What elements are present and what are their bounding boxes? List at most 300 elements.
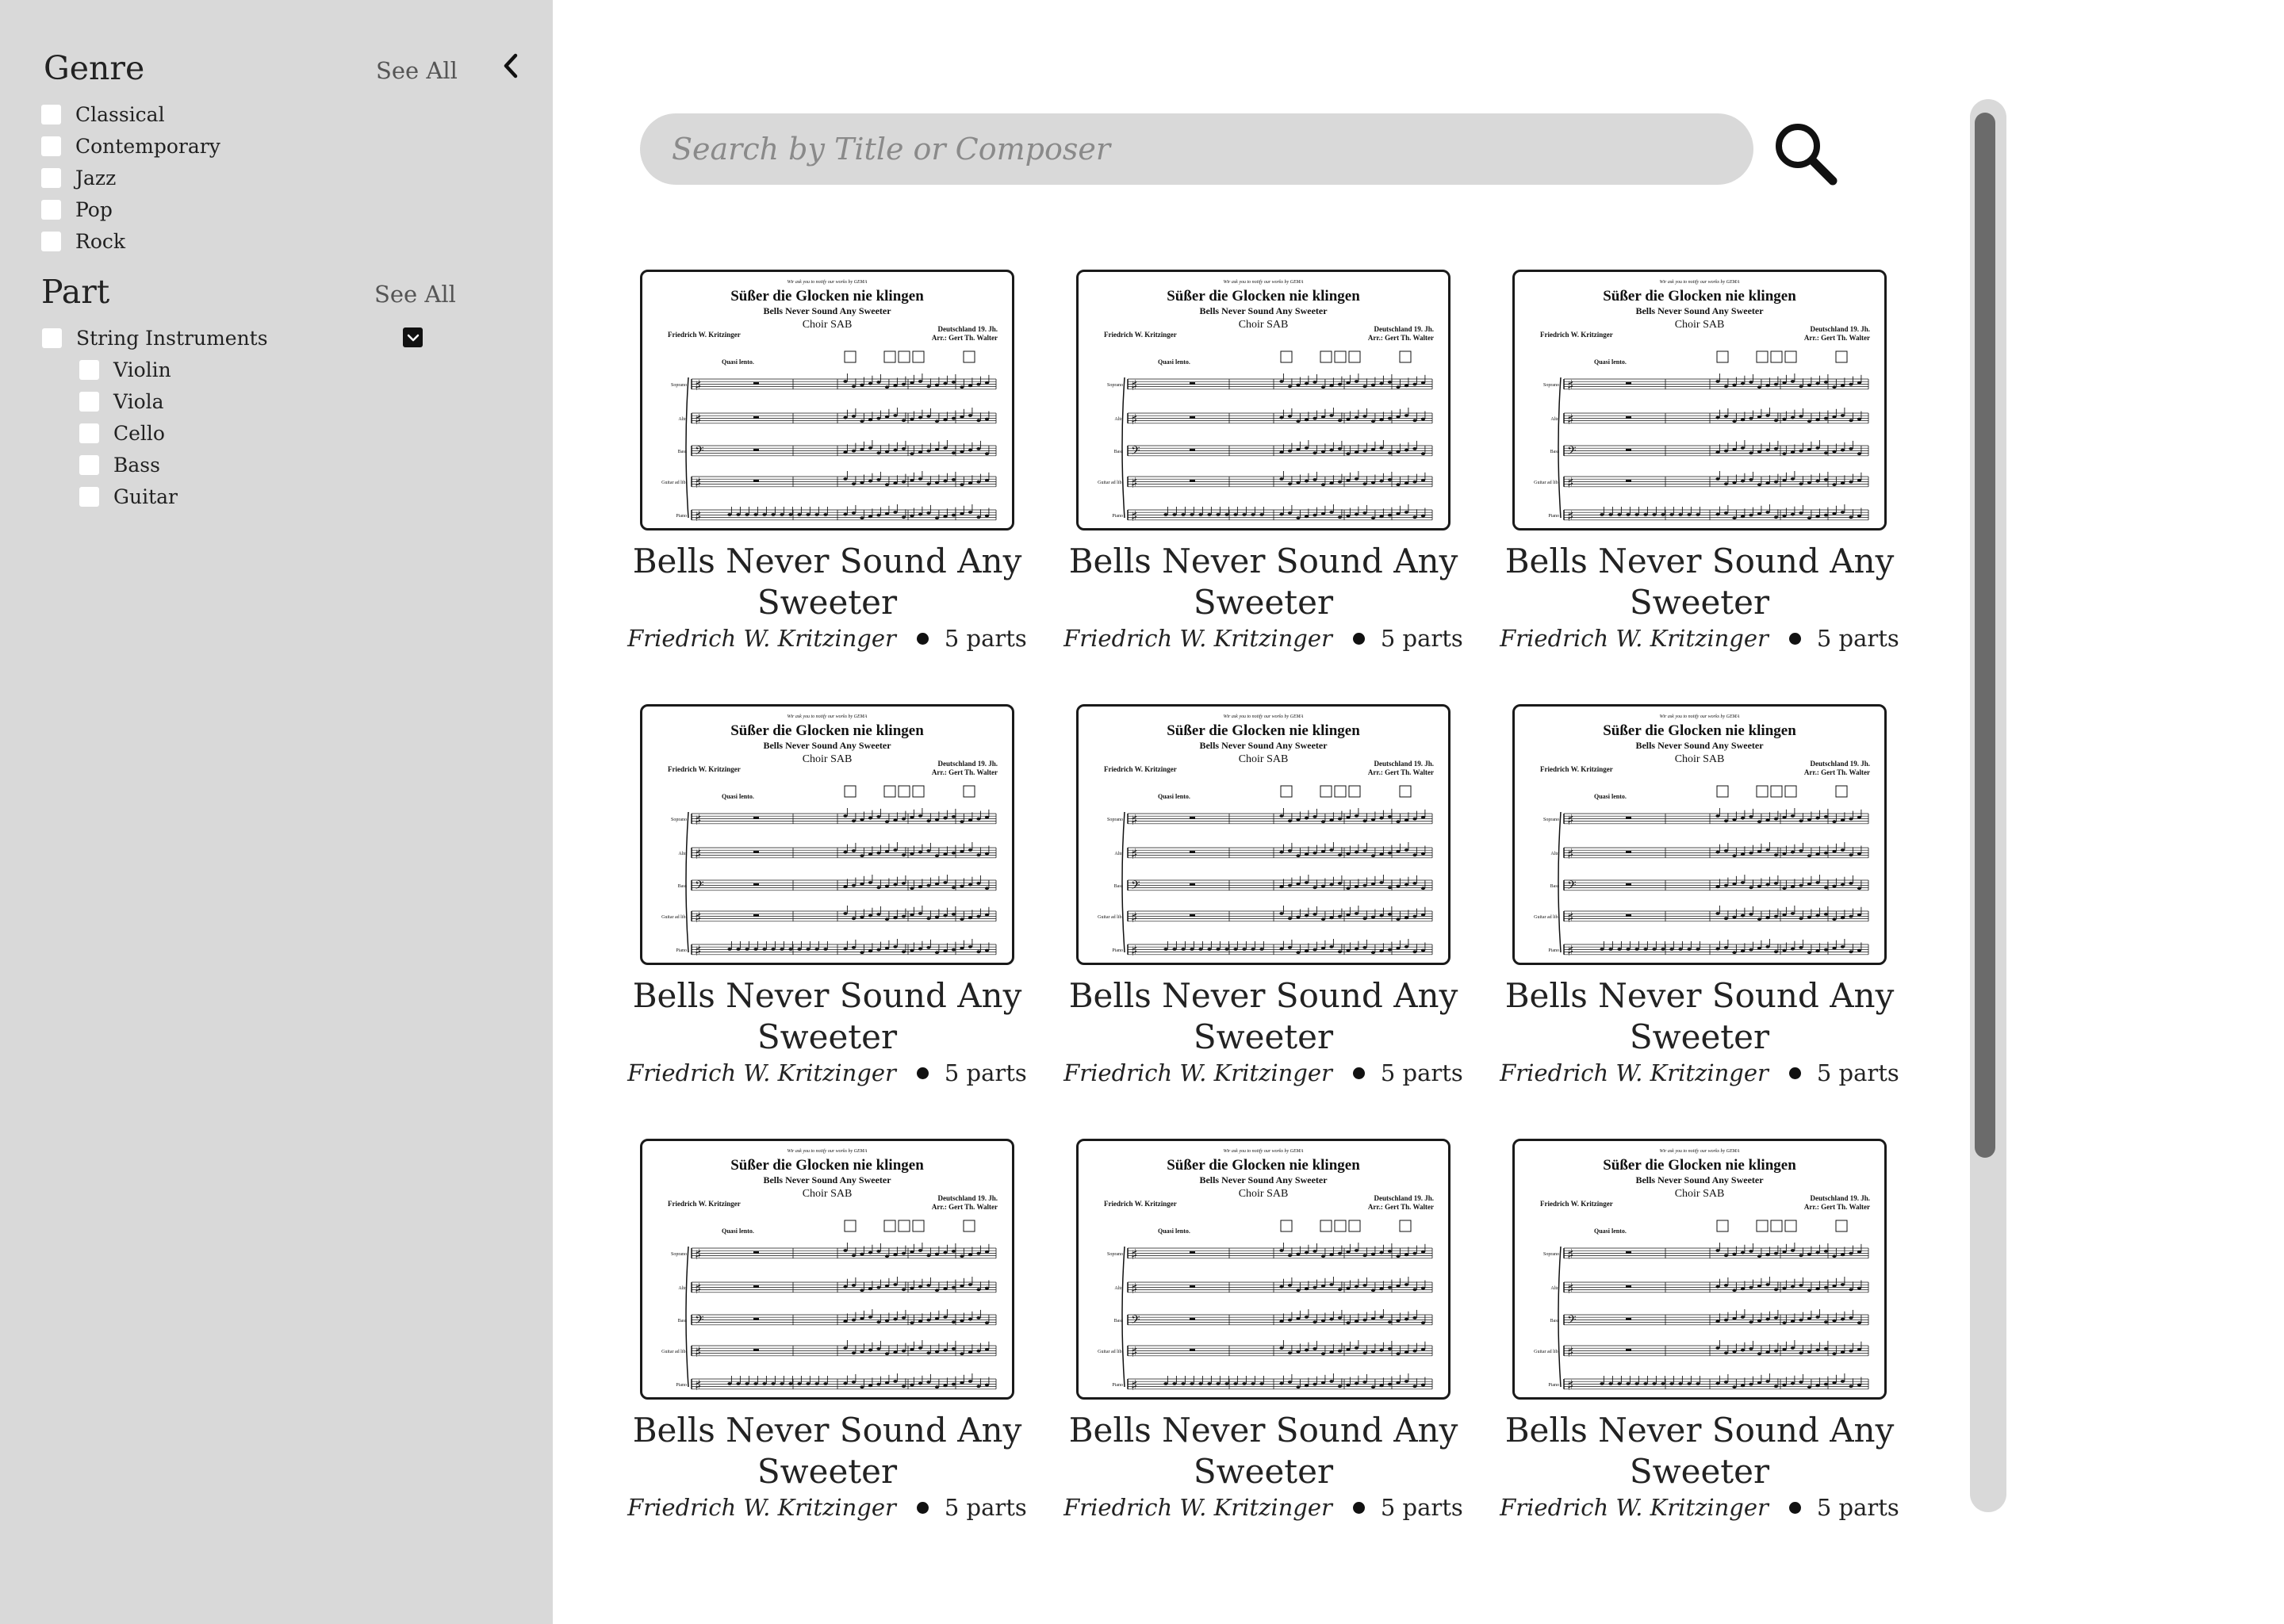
chord-diagram	[1349, 351, 1360, 362]
svg-text:𝄢: 𝄢	[1567, 444, 1577, 461]
composer-name: Friedrich W. Kritzinger	[1500, 1494, 1769, 1521]
checkbox[interactable]	[42, 328, 62, 348]
svg-text:♯: ♯	[695, 1281, 702, 1297]
score-sheet-title: Süßer die Glocken nie klingen	[730, 288, 924, 304]
genre-see-all-link[interactable]: See All	[376, 57, 458, 84]
svg-text:♯: ♯	[1131, 846, 1138, 863]
staff	[692, 842, 996, 863]
score-arranger: Arr.: Gert Th. Walter	[931, 1203, 998, 1211]
chord-diagram	[845, 1220, 856, 1231]
score-title[interactable]: Bells Never Sound Any Sweeter	[1068, 542, 1458, 622]
checkbox[interactable]	[41, 136, 61, 156]
svg-text:♯: ♯	[1131, 1377, 1138, 1394]
staff-label: Bass	[1550, 450, 1559, 454]
svg-text:♯: ♯	[1567, 910, 1574, 926]
score-card[interactable]	[1500, 1139, 1899, 1521]
score-composer: Friedrich W. Kritzinger	[1540, 1200, 1613, 1208]
separator-dot-icon	[1789, 1067, 1801, 1079]
staff	[1564, 408, 1868, 428]
svg-text:♯: ♯	[695, 812, 702, 829]
staff	[1564, 1277, 1868, 1297]
parts-count: 5 parts	[1380, 1494, 1463, 1521]
chord-diagram	[1349, 1220, 1360, 1231]
separator-dot-icon	[917, 1502, 929, 1514]
genre-heading: Genre	[44, 49, 145, 87]
chord-diagram	[913, 786, 924, 797]
score-arranger: Arr.: Gert Th. Walter	[1367, 768, 1434, 776]
score-origin: Deutschland 19. Jh.	[1374, 325, 1434, 333]
part-option-violin[interactable]	[79, 355, 171, 384]
composer-name: Friedrich W. Kritzinger	[627, 1059, 896, 1086]
score-origin: Deutschland 19. Jh.	[937, 760, 998, 768]
score-composer: Friedrich W. Kritzinger	[1540, 765, 1613, 773]
score-voicing: Choir SAB	[802, 753, 853, 765]
search-icon[interactable]	[1771, 119, 1838, 186]
score-title[interactable]: Bells Never Sound Any Sweeter	[632, 542, 1022, 622]
staff-label: Piano	[1548, 948, 1559, 953]
chord-diagram	[1400, 786, 1411, 797]
scrollbar-thumb[interactable]	[1975, 113, 1995, 1158]
staff-label: Piano	[1548, 1383, 1559, 1388]
checkbox[interactable]	[41, 168, 61, 188]
score-voicing: Choir SAB	[802, 1188, 853, 1200]
score-sheet-title: Süßer die Glocken nie klingen	[730, 722, 924, 739]
chord-diagram	[1320, 1220, 1332, 1231]
staff	[1564, 471, 1868, 492]
staff-label: Soprano	[1107, 1252, 1123, 1257]
staff	[1128, 1309, 1432, 1330]
score-tempo: Quasi lento.	[1158, 793, 1190, 800]
part-option-viola[interactable]	[79, 387, 164, 416]
score-composer: Friedrich W. Kritzinger	[1104, 331, 1177, 339]
chord-diagram	[899, 786, 910, 797]
score-thumbnail[interactable]	[1076, 1139, 1450, 1400]
chord-diagram	[913, 351, 924, 362]
sheet-music-preview	[1515, 707, 1884, 963]
option-label: Cello	[113, 421, 165, 445]
score-thumbnail[interactable]	[640, 704, 1014, 965]
svg-text:♯: ♯	[1131, 910, 1138, 926]
option-label: Rock	[75, 229, 126, 253]
svg-text:♯: ♯	[1567, 508, 1574, 525]
score-header-note: Wir ask you to notify our works by GEMA	[1659, 714, 1740, 719]
score-voicing: Choir SAB	[802, 319, 853, 331]
score-title[interactable]: Bells Never Sound Any Sweeter	[1068, 1411, 1458, 1491]
score-sheet-subtitle: Bells Never Sound Any Sweeter	[1199, 305, 1328, 316]
staff	[692, 471, 996, 492]
score-voicing: Choir SAB	[1238, 1188, 1289, 1200]
checkbox[interactable]	[79, 392, 99, 412]
score-composer: Friedrich W. Kritzinger	[668, 1200, 741, 1208]
svg-text:𝄢: 𝄢	[695, 879, 704, 895]
score-card[interactable]	[627, 270, 1027, 652]
score-sheet-subtitle: Bells Never Sound Any Sweeter	[1635, 740, 1764, 751]
score-header-note: Wir ask you to notify our works by GEMA	[1223, 280, 1304, 285]
svg-text:♯: ♯	[1131, 812, 1138, 829]
score-title[interactable]: Bells Never Sound Any Sweeter	[632, 976, 1022, 1056]
staff-label: Guitar ad lib.	[1098, 1350, 1123, 1354]
score-meta	[616, 1494, 1038, 1521]
staff	[1564, 373, 1868, 394]
score-tempo: Quasi lento.	[1158, 1228, 1190, 1235]
score-origin: Deutschland 19. Jh.	[1374, 1194, 1434, 1202]
svg-text:♯: ♯	[695, 943, 702, 959]
staff-label: Soprano	[1107, 818, 1123, 822]
score-title[interactable]: Bells Never Sound Any Sweeter	[1068, 976, 1458, 1056]
svg-text:𝄢: 𝄢	[1131, 879, 1140, 895]
checkbox[interactable]	[79, 455, 99, 475]
chord-diagram	[1836, 351, 1847, 362]
parts-count: 5 parts	[1816, 1059, 1899, 1086]
chord-diagram	[1320, 351, 1332, 362]
staff-label: Piano	[1548, 514, 1559, 519]
score-tempo: Quasi lento.	[1594, 793, 1627, 800]
svg-text:♯: ♯	[1131, 1247, 1138, 1263]
staff-label: Soprano	[1543, 818, 1559, 822]
score-thumbnail[interactable]	[1512, 1139, 1887, 1400]
staff-label: Guitar ad lib.	[1534, 915, 1559, 920]
svg-text:♯: ♯	[1567, 1344, 1574, 1361]
chord-diagram	[913, 1220, 924, 1231]
staff-label: Alto	[678, 852, 687, 856]
score-thumbnail[interactable]	[1076, 270, 1450, 530]
option-label: String Instruments	[76, 326, 268, 350]
score-origin: Deutschland 19. Jh.	[1810, 760, 1870, 768]
score-title[interactable]: Bells Never Sound Any Sweeter	[1504, 976, 1895, 1056]
staff	[1128, 373, 1432, 394]
staff	[692, 1243, 996, 1263]
svg-text:♯: ♯	[695, 910, 702, 926]
chord-diagram	[964, 351, 975, 362]
genre-option-jazz[interactable]	[41, 163, 116, 192]
chord-diagram	[1757, 1220, 1768, 1231]
score-sheet-title: Süßer die Glocken nie klingen	[730, 1157, 924, 1174]
score-composer: Friedrich W. Kritzinger	[1104, 1200, 1177, 1208]
part-option-bass[interactable]	[79, 450, 160, 479]
staff-label: Piano	[1112, 948, 1123, 953]
chord-diagram	[1717, 1220, 1728, 1231]
sheet-music-preview	[1515, 272, 1884, 528]
score-composer: Friedrich W. Kritzinger	[668, 331, 741, 339]
score-sheet-subtitle: Bells Never Sound Any Sweeter	[763, 740, 891, 751]
score-voicing: Choir SAB	[1238, 753, 1289, 765]
staff-label: Bass	[677, 450, 687, 454]
score-card[interactable]	[1063, 1139, 1463, 1521]
score-voicing: Choir SAB	[1238, 319, 1289, 331]
score-header-note: Wir ask you to notify our works by GEMA	[787, 280, 868, 285]
genre-option-pop[interactable]	[41, 195, 113, 224]
score-header-note: Wir ask you to notify our works by GEMA	[1223, 714, 1304, 719]
staff-label: Guitar ad lib.	[1098, 481, 1123, 485]
parts-count: 5 parts	[1816, 625, 1899, 652]
genre-option-classical[interactable]	[41, 100, 165, 128]
score-thumbnail[interactable]	[640, 1139, 1014, 1400]
staff	[1128, 1243, 1432, 1263]
svg-text:♯: ♯	[695, 508, 702, 525]
score-composer: Friedrich W. Kritzinger	[1104, 765, 1177, 773]
staff-label: Guitar ad lib.	[661, 1350, 687, 1354]
parts-count: 5 parts	[944, 1059, 1027, 1086]
score-title[interactable]: Bells Never Sound Any Sweeter	[1504, 1411, 1895, 1491]
score-title[interactable]: Bells Never Sound Any Sweeter	[1504, 542, 1895, 622]
svg-text:♯: ♯	[1131, 1281, 1138, 1297]
staff	[1128, 408, 1432, 428]
score-thumbnail[interactable]	[1076, 704, 1450, 965]
composer-name: Friedrich W. Kritzinger	[1500, 625, 1769, 652]
score-arranger: Arr.: Gert Th. Walter	[1803, 334, 1870, 342]
score-card[interactable]	[1500, 270, 1899, 652]
chord-diagram	[1320, 786, 1332, 797]
staff	[692, 1309, 996, 1330]
staff-label: Alto	[1114, 417, 1123, 422]
svg-text:♯: ♯	[1131, 508, 1138, 525]
staff-label: Bass	[677, 1319, 687, 1323]
staff	[1564, 1243, 1868, 1263]
staff-label: Bass	[1113, 1319, 1123, 1323]
staff	[692, 875, 996, 895]
score-sheet-title: Süßer die Glocken nie klingen	[1603, 1157, 1796, 1174]
part-option-string-instruments[interactable]	[42, 324, 268, 352]
score-sheet-subtitle: Bells Never Sound Any Sweeter	[1199, 1174, 1328, 1185]
score-tempo: Quasi lento.	[1594, 1228, 1627, 1235]
staff	[1564, 1309, 1868, 1330]
score-tempo: Quasi lento.	[722, 358, 754, 366]
svg-text:𝄢: 𝄢	[1567, 879, 1577, 895]
score-card[interactable]	[1500, 704, 1899, 1086]
staff-label: Soprano	[1543, 383, 1559, 388]
chord-diagram	[1836, 786, 1847, 797]
staff-label: Soprano	[1107, 383, 1123, 388]
score-sheet-subtitle: Bells Never Sound Any Sweeter	[763, 1174, 891, 1185]
staff	[1564, 875, 1868, 895]
checkbox[interactable]	[41, 232, 61, 251]
chord-diagram	[1400, 1220, 1411, 1231]
staff-label: Soprano	[671, 383, 687, 388]
score-meta	[1489, 1059, 1910, 1086]
score-composer: Friedrich W. Kritzinger	[668, 765, 741, 773]
score-thumbnail[interactable]	[1512, 270, 1887, 530]
staff-label: Alto	[1550, 852, 1559, 856]
chord-diagram	[1785, 1220, 1796, 1231]
option-label: Viola	[113, 389, 164, 413]
score-composer: Friedrich W. Kritzinger	[1540, 331, 1613, 339]
staff-label: Piano	[1112, 1383, 1123, 1388]
staff	[1128, 1277, 1432, 1297]
option-label: Jazz	[75, 166, 117, 190]
sheet-music-preview	[642, 272, 1012, 528]
checkbox[interactable]	[41, 105, 61, 124]
staff	[1128, 906, 1432, 926]
option-label: Pop	[75, 197, 113, 221]
svg-text:𝄢: 𝄢	[1567, 1313, 1577, 1330]
staff	[692, 1340, 996, 1361]
staff	[692, 1277, 996, 1297]
score-origin: Deutschland 19. Jh.	[1374, 760, 1434, 768]
separator-dot-icon	[1353, 1502, 1365, 1514]
svg-text:♯: ♯	[1567, 943, 1574, 959]
score-arranger: Arr.: Gert Th. Walter	[1803, 1203, 1870, 1211]
score-arranger: Arr.: Gert Th. Walter	[931, 334, 998, 342]
staff	[1128, 842, 1432, 863]
svg-text:♯: ♯	[1567, 475, 1574, 492]
staff-label: Piano	[676, 948, 687, 953]
score-origin: Deutschland 19. Jh.	[1810, 1194, 1870, 1202]
sheet-music-preview	[1079, 272, 1448, 528]
score-voicing: Choir SAB	[1674, 753, 1725, 765]
chord-diagram	[1757, 786, 1768, 797]
staff-label: Alto	[1550, 417, 1559, 422]
svg-text:𝄢: 𝄢	[695, 1313, 704, 1330]
svg-text:𝄢: 𝄢	[1131, 1313, 1140, 1330]
score-header-note: Wir ask you to notify our works by GEMA	[1223, 1149, 1304, 1154]
score-thumbnail[interactable]	[1512, 704, 1887, 965]
staff	[1128, 504, 1432, 525]
staff	[1564, 842, 1868, 863]
filter-sidebar	[0, 0, 553, 1624]
chord-diagram	[1400, 351, 1411, 362]
checkbox[interactable]	[41, 200, 61, 220]
genre-option-contemporary[interactable]	[41, 132, 220, 160]
score-meta	[1052, 625, 1474, 652]
score-card[interactable]	[627, 1139, 1027, 1521]
chord-diagram	[1281, 1220, 1292, 1231]
chord-diagram	[1281, 351, 1292, 362]
staff-label: Alto	[1550, 1286, 1559, 1291]
chord-diagram	[1771, 786, 1782, 797]
score-meta	[1052, 1059, 1474, 1086]
staff-label: Piano	[676, 514, 687, 519]
checkbox[interactable]	[79, 487, 99, 507]
genre-option-rock[interactable]	[41, 227, 125, 255]
chord-diagram	[964, 1220, 975, 1231]
staff	[1564, 808, 1868, 829]
collapse-sidebar-chevron-icon[interactable]	[498, 52, 525, 79]
staff	[1564, 504, 1868, 525]
score-sheet-title: Süßer die Glocken nie klingen	[1167, 288, 1360, 304]
staff-label: Soprano	[671, 1252, 687, 1257]
score-origin: Deutschland 19. Jh.	[937, 325, 998, 333]
staff-label: Guitar ad lib.	[1098, 915, 1123, 920]
parts-count: 5 parts	[944, 625, 1027, 652]
checkbox[interactable]	[79, 360, 99, 380]
staff-label: Guitar ad lib.	[661, 915, 687, 920]
staff-label: Bass	[677, 884, 687, 889]
staff-label: Bass	[1113, 884, 1123, 889]
svg-text:♯: ♯	[695, 1247, 702, 1263]
checkbox[interactable]	[79, 423, 99, 443]
score-header-note: Wir ask you to notify our works by GEMA	[1659, 1149, 1740, 1154]
staff-label: Alto	[678, 1286, 687, 1291]
expand-group-chevron-icon[interactable]	[403, 327, 423, 347]
score-card[interactable]	[1063, 704, 1463, 1086]
svg-text:♯: ♯	[1131, 475, 1138, 492]
score-meta	[616, 1059, 1038, 1086]
score-voicing: Choir SAB	[1674, 1188, 1725, 1200]
svg-text:♯: ♯	[1567, 812, 1574, 829]
score-title[interactable]: Bells Never Sound Any Sweeter	[632, 1411, 1022, 1491]
option-label: Bass	[113, 453, 160, 477]
staff-label: Alto	[1114, 852, 1123, 856]
score-arranger: Arr.: Gert Th. Walter	[1367, 334, 1434, 342]
score-arranger: Arr.: Gert Th. Walter	[931, 768, 998, 776]
score-origin: Deutschland 19. Jh.	[937, 1194, 998, 1202]
score-sheet-title: Süßer die Glocken nie klingen	[1167, 1157, 1360, 1174]
option-label: Contemporary	[75, 134, 220, 158]
score-sheet-subtitle: Bells Never Sound Any Sweeter	[1635, 1174, 1764, 1185]
part-option-cello[interactable]	[79, 419, 165, 447]
option-label: Classical	[75, 102, 165, 126]
staff	[692, 408, 996, 428]
composer-name: Friedrich W. Kritzinger	[1500, 1059, 1769, 1086]
svg-text:♯: ♯	[1131, 377, 1138, 394]
chord-diagram	[1717, 351, 1728, 362]
staff-label: Guitar ad lib.	[1534, 481, 1559, 485]
score-sheet-title: Süßer die Glocken nie klingen	[1603, 288, 1796, 304]
score-sheet-subtitle: Bells Never Sound Any Sweeter	[763, 305, 891, 316]
chord-diagram	[1717, 786, 1728, 797]
option-label: Violin	[113, 358, 171, 381]
composer-name: Friedrich W. Kritzinger	[1063, 1059, 1332, 1086]
sheet-music-preview	[642, 707, 1012, 963]
staff-label: Bass	[1113, 450, 1123, 454]
parts-count: 5 parts	[1816, 1494, 1899, 1521]
staff	[1564, 1373, 1868, 1394]
score-sheet-subtitle: Bells Never Sound Any Sweeter	[1199, 740, 1328, 751]
parts-count: 5 parts	[1380, 1059, 1463, 1086]
svg-text:♯: ♯	[1567, 1281, 1574, 1297]
score-tempo: Quasi lento.	[1594, 358, 1627, 366]
score-sheet-title: Süßer die Glocken nie klingen	[1167, 722, 1360, 739]
parts-count: 5 parts	[1380, 625, 1463, 652]
part-see-all-link[interactable]: See All	[374, 281, 456, 308]
part-heading: Part	[41, 273, 110, 311]
separator-dot-icon	[917, 1067, 929, 1079]
score-voicing: Choir SAB	[1674, 319, 1725, 331]
staff	[692, 504, 996, 525]
separator-dot-icon	[1353, 1067, 1365, 1079]
svg-text:♯: ♯	[1567, 1377, 1574, 1394]
svg-text:𝄢: 𝄢	[695, 444, 704, 461]
part-option-guitar[interactable]	[79, 482, 178, 511]
chord-diagram	[1836, 1220, 1847, 1231]
staff-label: Bass	[1550, 1319, 1559, 1323]
staff	[692, 939, 996, 959]
staff	[1128, 440, 1432, 461]
staff-label: Alto	[678, 417, 687, 422]
score-thumbnail[interactable]	[640, 270, 1014, 530]
sheet-music-preview	[1515, 1141, 1884, 1397]
svg-text:♯: ♯	[695, 1344, 702, 1361]
score-card[interactable]	[1063, 270, 1463, 652]
staff	[1564, 1340, 1868, 1361]
chord-diagram	[1335, 1220, 1346, 1231]
staff	[1128, 471, 1432, 492]
svg-text:♯: ♯	[1567, 377, 1574, 394]
score-sheet-title: Süßer die Glocken nie klingen	[1603, 722, 1796, 739]
staff	[692, 440, 996, 461]
chord-diagram	[845, 351, 856, 362]
staff	[1128, 875, 1432, 895]
score-card[interactable]	[627, 704, 1027, 1086]
chord-diagram	[1785, 786, 1796, 797]
staff	[692, 1373, 996, 1394]
staff	[1128, 808, 1432, 829]
search-input[interactable]	[640, 113, 1753, 185]
svg-text:♯: ♯	[695, 846, 702, 863]
sheet-music-preview	[1079, 1141, 1448, 1397]
svg-text:♯: ♯	[1567, 1247, 1574, 1263]
chord-diagram	[964, 786, 975, 797]
